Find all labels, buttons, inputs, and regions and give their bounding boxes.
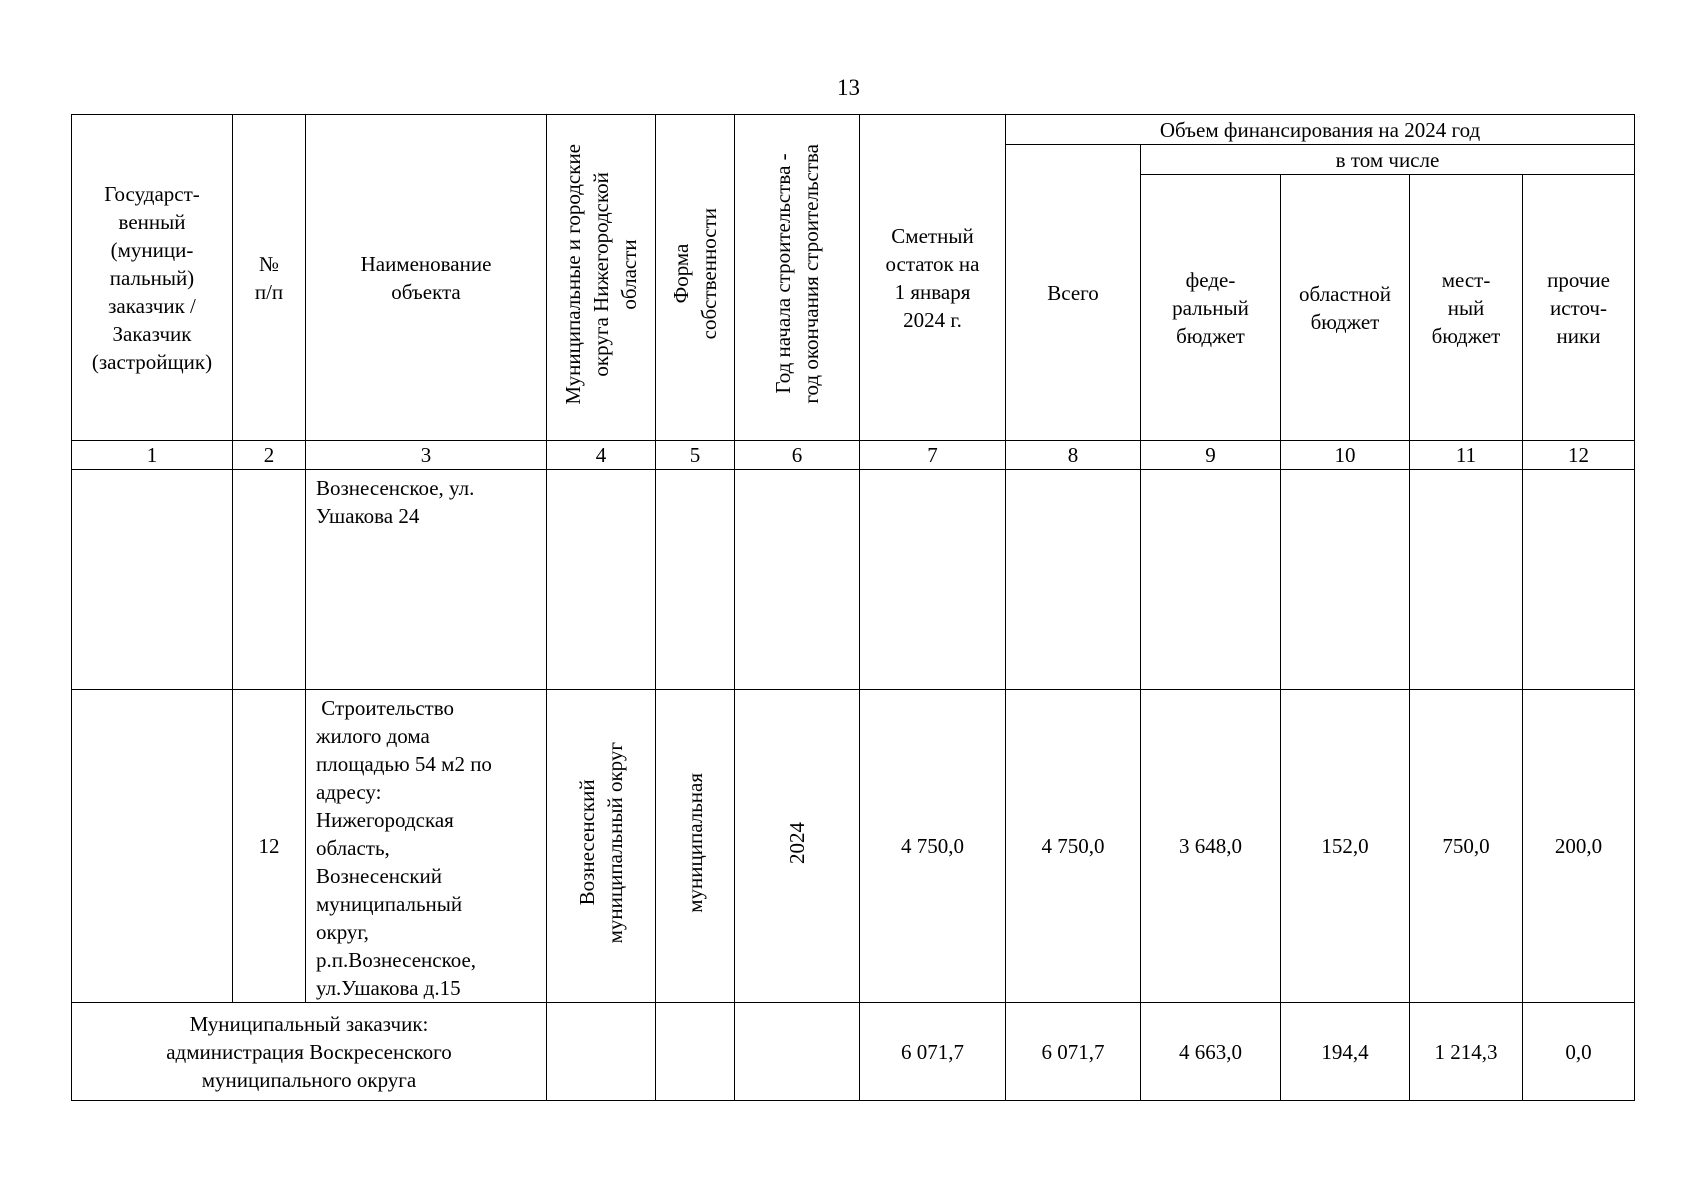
column-number: 5 — [656, 441, 735, 470]
row-federal: 3 648,0 — [1141, 690, 1281, 1003]
row-total: 4 750,0 — [1006, 690, 1141, 1003]
row-object-name: Вознесенское, ул. Ушакова 24 — [306, 470, 547, 690]
row-other — [1523, 470, 1635, 690]
header-including: в том числе — [1141, 145, 1635, 175]
header-ownership-text: Форма собственности — [669, 208, 721, 340]
row-other: 200,0 — [1523, 690, 1635, 1003]
row-customer — [72, 690, 233, 1003]
header-ownership — [656, 115, 735, 441]
column-number: 4 — [547, 441, 656, 470]
row-ownership: муниципальная — [683, 772, 707, 913]
summary-local: 1 214,3 — [1410, 1003, 1523, 1101]
table-row — [72, 470, 1635, 690]
column-number: 6 — [735, 441, 860, 470]
row-estimate — [860, 470, 1006, 690]
page-number: 13 — [837, 75, 860, 100]
row-local: 750,0 — [1410, 690, 1523, 1003]
header-years — [735, 115, 860, 441]
row-ownership — [656, 470, 735, 690]
summary-ownership — [656, 1003, 735, 1101]
summary-estimate: 6 071,7 — [860, 1003, 1006, 1101]
summary-federal: 4 663,0 — [1141, 1003, 1281, 1101]
row-federal — [1141, 470, 1281, 690]
row-num — [233, 470, 306, 690]
header-municipalities-text: Муниципальные и городские округа Нижегородской области — [561, 143, 641, 405]
summary-label: Муниципальный заказчик: администрация Воскресенского муниципального округа — [72, 1003, 547, 1101]
row-municipality: Вознесенский муниципальный округ — [575, 741, 627, 944]
column-number: 1 — [72, 441, 233, 470]
header-financing: Объем финансирования на 2024 год — [1006, 115, 1635, 145]
row-municipality — [547, 470, 656, 690]
table-row — [72, 690, 1635, 1003]
row-municipality-cell — [547, 690, 656, 1003]
column-number: 7 — [860, 441, 1006, 470]
summary-municipality — [547, 1003, 656, 1101]
column-number: 2 — [233, 441, 306, 470]
column-numbers-row — [72, 441, 1635, 470]
column-number: 9 — [1141, 441, 1281, 470]
header-other: прочие источ- ники — [1523, 175, 1635, 441]
row-num: 12 — [233, 690, 306, 1003]
column-number: 10 — [1281, 441, 1410, 470]
row-years-cell — [735, 690, 860, 1003]
header-regional: областной бюджет — [1281, 175, 1410, 441]
row-regional: 152,0 — [1281, 690, 1410, 1003]
summary-total: 6 071,7 — [1006, 1003, 1141, 1101]
row-regional — [1281, 470, 1410, 690]
summary-regional: 194,4 — [1281, 1003, 1410, 1101]
row-object-name: Строительство жилого дома площадью 54 м2 по адресу: Нижегородская область, Вознесенский муниципальный округ, р.п.Вознесенское, ул.Ушакова д.15 — [306, 690, 547, 1003]
row-total — [1006, 470, 1141, 690]
header-federal: феде- ральный бюджет — [1141, 175, 1281, 441]
row-years — [735, 470, 860, 690]
row-ownership-cell — [656, 690, 735, 1003]
column-number: 3 — [306, 441, 547, 470]
summary-other: 0,0 — [1523, 1003, 1635, 1101]
investment-table — [71, 114, 1635, 1101]
summary-row — [72, 1003, 1635, 1101]
row-estimate: 4 750,0 — [860, 690, 1006, 1003]
column-number: 11 — [1410, 441, 1523, 470]
header-total: Всего — [1006, 145, 1141, 441]
header-estimate: Сметный остаток на 1 января 2024 г. — [860, 115, 1006, 441]
row-customer — [72, 470, 233, 690]
header-object-name: Наименование объекта — [306, 115, 547, 441]
header-local: мест- ный бюджет — [1410, 175, 1523, 441]
column-number: 8 — [1006, 441, 1141, 470]
summary-years — [735, 1003, 860, 1101]
row-local — [1410, 470, 1523, 690]
row-years: 2024 — [785, 821, 809, 864]
column-number: 12 — [1523, 441, 1635, 470]
header-municipalities — [547, 115, 656, 441]
header-years-text: Год начала строительства - год окончания строительства — [771, 144, 823, 404]
header-num: № п/п — [233, 115, 306, 441]
header-customer: Государст- венный (муници- пальный) заказчик / Заказчик (застройщик) — [72, 115, 233, 441]
